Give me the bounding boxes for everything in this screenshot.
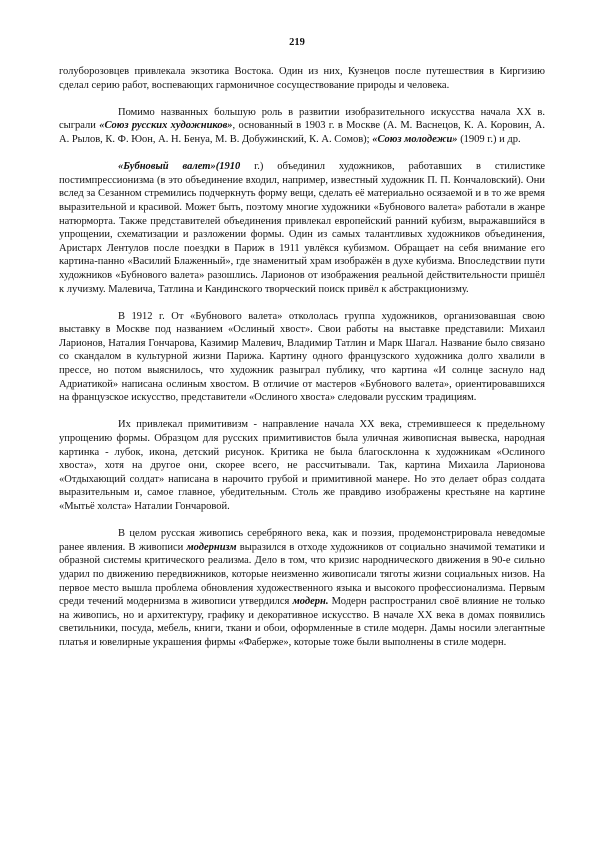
paragraph-primitivism [59,418,545,513]
emphasis-modern: модерн. [292,596,329,608]
emphasis-soyuz-russkikh: «Союз русских художников» [99,120,233,132]
text-span: (1909 г.) и др. [457,133,521,145]
text-span: выразился в отходе художников от социально значимой тематики и образной системы критического реализма. Дело в том, что кризис народнического движения в 90-е сильно ударил по движению передвижников, которые неизменно живописали тяготы жизни социальных низов. На первое место вышла проблема обновления художественного языка и высокого профессионализма. Первым среди течений модернизма в живописи утвердился [59,541,546,608]
paragraph-osliny-khvost [59,310,545,405]
text-span: В целом русская живопись серебряного века, как и поэзия, продемонстрировала неведомые ранее явления. В живописи [59,528,545,553]
text-span: Модерн распространил своё влияние не только на живопись, но и архитектуру, графику и декоративное искусство. В начале XX века в домах появились светильники, посуда, мебель, книги, ткани и обои, оформленные в стиле модерн. Дамы носили элегантные платья и ювелирные украшения фирмы «Фаберже», которые тоже были выполнены в стиле модерн. [59,596,545,648]
page-number: 219 [289,37,305,48]
text-span: , основанный в 1903 г. в Москве (А. М. Васнецов, К. А. Коровин, А. А. Рылов, К. Ф. Юон, А. Н. Бенуа, М. В. Добужинский, К. А. Сомов); [59,120,545,145]
paragraph-continuation [59,65,545,92]
text-span: Помимо названных большую роль в развитии изобразительного искусства начала XX в. сыграли [59,106,545,132]
emphasis-bubnovy-valet: «Бубновый валет»(1910 [118,161,241,173]
text-body [59,65,545,650]
emphasis-modernizm: модернизм [186,541,237,553]
paragraph-artist-unions [59,106,545,147]
text-span: г.) объединил художников, работавших в стилистике постимпрессионизма (в это объединение входил, например, известный художник П. П. Кончаловский). Они вслед за Сезанном стремились подчеркнуть форму вещи, сделать её материально осязаемой и в то же время выразительной и красивой. Может быть, поэтому многие художники «Бубнового валета» работали в жанре натюрморта. Также представителей объединения привлекал европейский ранний кубизм, выражавшийся в упрощении, схематизации и разложении формы. Один из самых талантливых художников объединения, Аристарх Лентулов после поездки в Париж в 1911 увлёкся кубизмом. Обращает на себя внимание его картина-панно «Василий Блаженный», где знаменитый храм изображён в духе кубизма. Впоследствии пути художников «Бубнового валета» разошлись. Ларионов от изображения реальной действительности пришёл к лучизму. Малевича, Татлина и Кандинского творческий поиск привёл к абстракционизму. [59,161,546,295]
text-span: В 1912 г. От «Бубнового валета» откололась группа художников, организовавшая свою выставку в Москве под названием «Ослиный хвост». Свои работы на выставке представили: Михаил Ларионов, Наталия Гончарова, Казимир Малевич, Владимир Татлин и Марк Шагал. Название было связано со скандалом в культурной жизни Парижа. Картину одного французского художника долго хвалили в прессе, но потом выяснилось, что художник разыграл публику, что картина «И солнце заснуло над Адриатикой» написана ослиным хвостом. В отличие от мастеров «Бубнового валета», ориентировавшихся на французское искусство, представители «Ослиного хвоста» следовали русским традициям. [59,310,545,404]
text-span: голуборозовцев привлекала экзотика Востока. Один из них, Кузнецов после путешествия в Киргизию сделал серию работ, воспевающих гармоничное сосуществование природы и человека. [59,66,545,91]
paragraph-modernism [59,527,545,649]
paragraph-bubnovy-valet [59,160,545,296]
text-span: Их привлекал примитивизм - направление начала XX века, стремившееся к предельному упрощению формы. Образцом для русских примитивистов была уличная живописная вывеска, народная картинка - лубок, икона, детский рисунок. Критика не была благосклонна к художникам «Ослиного хвоста», хотя на другое они, скорее всего, не рассчитывали. Так, картина Михаила Ларионова «Отдыхающий солдат» написана в нарочито грубой и примитивной манере. Но это делает образ солдата выразительным и, самое главное, убедительным. Столь же правдиво изображены крестьяне на картине «Мытьё холста» Наталии Гончаровой. [59,419,545,512]
emphasis-soyuz-molodezhi: «Союз молодежи» [372,133,458,145]
